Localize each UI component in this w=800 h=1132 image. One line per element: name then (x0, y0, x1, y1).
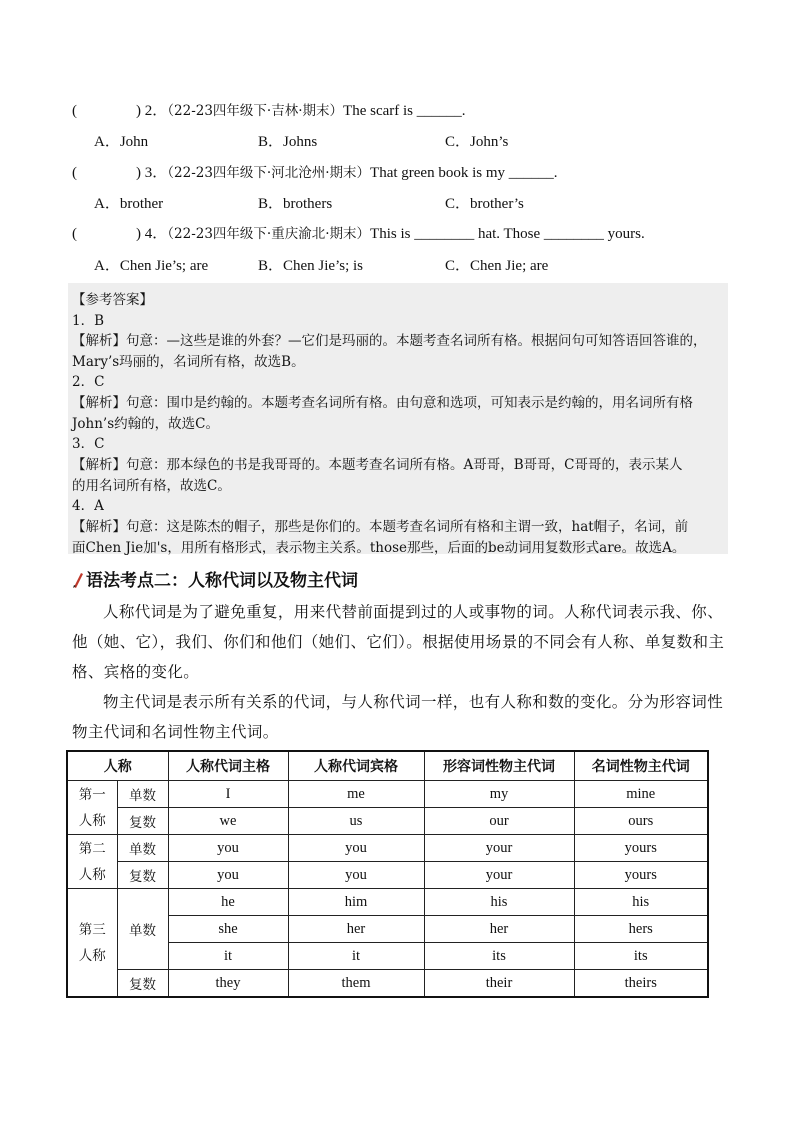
table-cell: it (288, 943, 424, 970)
section-title: 语法考点二：人称代词以及物主代词 (72, 566, 358, 591)
option-b: B．Johns (258, 134, 318, 150)
option-a: A．Chen Jie’s; are (94, 258, 209, 274)
table-cell: you (288, 862, 424, 889)
answer-line: 3．C (72, 436, 105, 452)
table-row (67, 808, 708, 835)
table-cell: yours (574, 862, 708, 889)
answer-line: John’s约翰的，故选C。 (72, 416, 219, 432)
table-header-row (67, 751, 708, 781)
table-cell: it (168, 943, 288, 970)
question-stem: This is ________ hat. Those ________ yours. (370, 226, 645, 242)
table-cell: mine (574, 781, 708, 808)
number-label: 单数 (117, 889, 168, 970)
table-cell: you (168, 862, 288, 889)
table-cell: they (168, 970, 288, 998)
number-label: 复数 (117, 970, 168, 998)
answer-line: 2．C (72, 374, 105, 390)
option-c: C．John’s (445, 134, 509, 150)
second-person-label: 第二 人称 (67, 835, 117, 889)
table-cell: our (424, 808, 574, 835)
table-cell: his (574, 889, 708, 916)
question-number: 3． (144, 165, 168, 181)
option-b: B．Chen Jie’s; is (258, 258, 364, 274)
answer-line: 的用名词所有格，故选C。 (72, 478, 231, 494)
question-stem: That green book is my ______. (370, 165, 558, 181)
question-3: ( ) 3．（22-23四年级下·河北沧州·期末）That green book is my ______. (72, 165, 558, 181)
table-cell: him (288, 889, 424, 916)
question-2: ( ) 2．（22-23四年级下·吉林·期末）The scarf is ______. (72, 103, 466, 119)
table-row (67, 862, 708, 889)
number-label: 单数 (117, 781, 168, 808)
answer-line: Mary’s玛丽的，名词所有格，故选B。 (72, 354, 305, 370)
table-cell: yours (574, 835, 708, 862)
table-cell: you (288, 835, 424, 862)
table-cell: you (168, 835, 288, 862)
header-noun-possessive: 名词性物主代词 (574, 751, 708, 781)
header-object: 人称代词宾格 (288, 751, 424, 781)
table-cell: we (168, 808, 288, 835)
option-c: C．brother’s (445, 196, 524, 212)
possessive-paragraph: 物主代词是表示所有关系的代词，与人称代词一样，也有人称和数的变化。分为形容词性物主代词和名词性物主代词。 (72, 693, 724, 741)
table-row (67, 835, 708, 862)
question-number: 2． (144, 103, 168, 119)
table-cell: its (574, 943, 708, 970)
table-cell: she (168, 916, 288, 943)
table-cell: ours (574, 808, 708, 835)
header-person: 人称 (67, 751, 168, 781)
answer-line: 4．A (72, 498, 104, 514)
question-source: （22-23四年级下·河北沧州·期末） (167, 165, 371, 181)
table-cell: I (168, 781, 288, 808)
question-number: 4． (144, 226, 168, 242)
table-cell: its (424, 943, 574, 970)
table-cell: their (424, 970, 574, 998)
table-cell: us (288, 808, 424, 835)
option-b: B．brothers (258, 196, 333, 212)
intro-paragraph: 人称代词是为了避免重复，用来代替前面提到过的人或事物的词。人称代词表示我、你、他（她、它），我们、你们和他们（她们、它们）。根据使用场景的不同会有人称、单复数和主格、宾格的变化。 (72, 603, 725, 681)
table-cell: his (424, 889, 574, 916)
answer-line: 【解析】句意：—这些是谁的外套？—它们是玛丽的。本题考查名词所有格。根据问句可知答语回答谁的， (72, 333, 707, 349)
table-row (67, 781, 708, 808)
answer-line: 【解析】句意：围巾是约翰的。本题考查名词所有格。由句意和选项，可知表示是约翰的，用名词所有格 (72, 395, 693, 411)
number-label: 单数 (117, 835, 168, 862)
header-subject: 人称代词主格 (168, 751, 288, 781)
number-label: 复数 (117, 862, 168, 889)
table-cell: her (424, 916, 574, 943)
header-adjective-possessive: 形容词性物主代词 (424, 751, 574, 781)
table-cell: me (288, 781, 424, 808)
table-cell: your (424, 835, 574, 862)
number-label: 复数 (117, 808, 168, 835)
table-cell: your (424, 862, 574, 889)
table-cell: them (288, 970, 424, 998)
table-cell: my (424, 781, 574, 808)
table-cell: her (288, 916, 424, 943)
table-cell: hers (574, 916, 708, 943)
option-a: A．brother (94, 196, 164, 212)
answer-line: 【解析】句意：这是陈杰的帽子，那些是你们的。本题考查名词所有格和主谓一致，hat帽子，名词，前 (72, 519, 689, 535)
question-source: （22-23四年级下·重庆渝北·期末） (167, 226, 371, 242)
question-4: ( ) 4．（22-23四年级下·重庆渝北·期末）This is ________ hat. Those ________ yours. (72, 226, 645, 242)
pronoun-table (66, 750, 709, 998)
option-c: C．Chen Jie; are (445, 258, 549, 274)
table-cell: he (168, 889, 288, 916)
answer-line: 【解析】句意：那本绿色的书是我哥哥的。本题考查名词所有格。A哥哥，B哥哥，C哥哥的，表示某人 (72, 457, 683, 473)
table-row (67, 889, 708, 916)
table-cell: theirs (574, 970, 708, 998)
answer-line: 1．B (72, 313, 105, 329)
table-row (67, 970, 708, 998)
option-a: A．John (94, 134, 149, 150)
question-stem: The scarf is ______. (343, 103, 466, 119)
answer-line: 面Chen Jie加's，用所有格形式，表示物主关系。those那些，后面的be动词用复数形式are。故选A。 (72, 540, 686, 556)
pen-icon (72, 571, 84, 589)
third-person-label: 第三 人称 (67, 889, 117, 998)
question-source: （22-23四年级下·吉林·期末） (167, 103, 344, 119)
answer-header: 【参考答案】 (72, 292, 153, 308)
first-person-label: 第一 人称 (67, 781, 117, 835)
